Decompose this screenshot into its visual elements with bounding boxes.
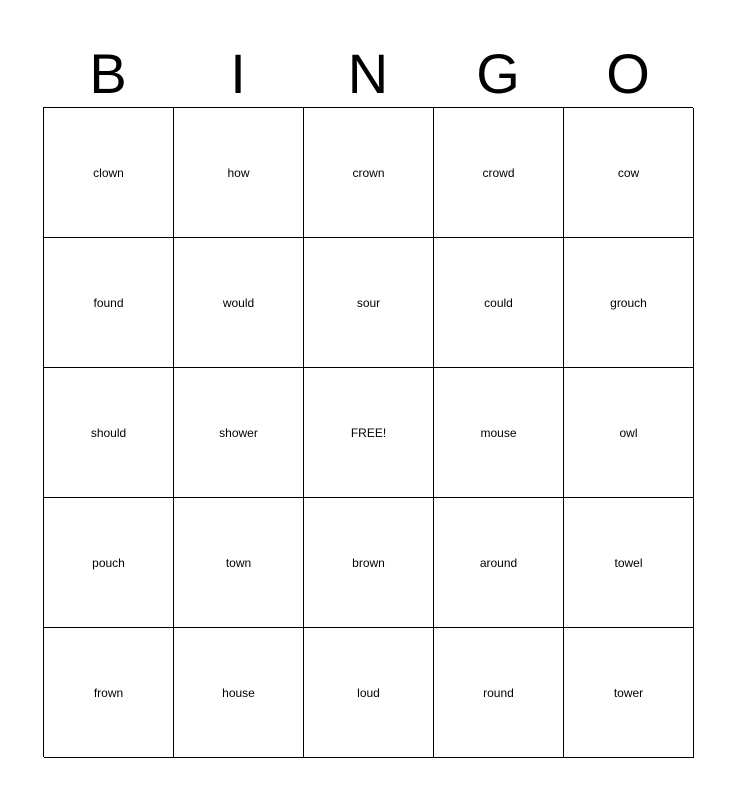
bingo-cell: how xyxy=(174,108,304,238)
bingo-cell: loud xyxy=(304,628,434,758)
bingo-cell: could xyxy=(434,238,564,368)
bingo-cell: cow xyxy=(564,108,694,238)
bingo-cell-free: FREE! xyxy=(304,368,434,498)
header-letter-b: B xyxy=(89,42,127,105)
bingo-cell: crowd xyxy=(434,108,564,238)
bingo-cell: crown xyxy=(304,108,434,238)
bingo-cell: shower xyxy=(174,368,304,498)
bingo-cell: should xyxy=(44,368,174,498)
bingo-cell: would xyxy=(174,238,304,368)
bingo-cell: town xyxy=(174,498,304,628)
bingo-cell: mouse xyxy=(434,368,564,498)
bingo-cell: owl xyxy=(564,368,694,498)
bingo-cell: found xyxy=(44,238,174,368)
bingo-cell: pouch xyxy=(44,498,174,628)
bingo-header xyxy=(43,40,693,108)
bingo-cell: grouch xyxy=(564,238,694,368)
bingo-cell: house xyxy=(174,628,304,758)
header-letter-n: N xyxy=(347,42,389,105)
header-letter-g: G xyxy=(476,42,520,105)
bingo-cell: frown xyxy=(44,628,174,758)
bingo-cell: round xyxy=(434,628,564,758)
bingo-cell: sour xyxy=(304,238,434,368)
header-letter-i: I xyxy=(230,42,246,105)
bingo-cell: brown xyxy=(304,498,434,628)
bingo-cell: around xyxy=(434,498,564,628)
bingo-cell: towel xyxy=(564,498,694,628)
bingo-board xyxy=(43,107,693,757)
header-letter-o: O xyxy=(606,42,650,105)
bingo-cell: clown xyxy=(44,108,174,238)
bingo-cell: tower xyxy=(564,628,694,758)
